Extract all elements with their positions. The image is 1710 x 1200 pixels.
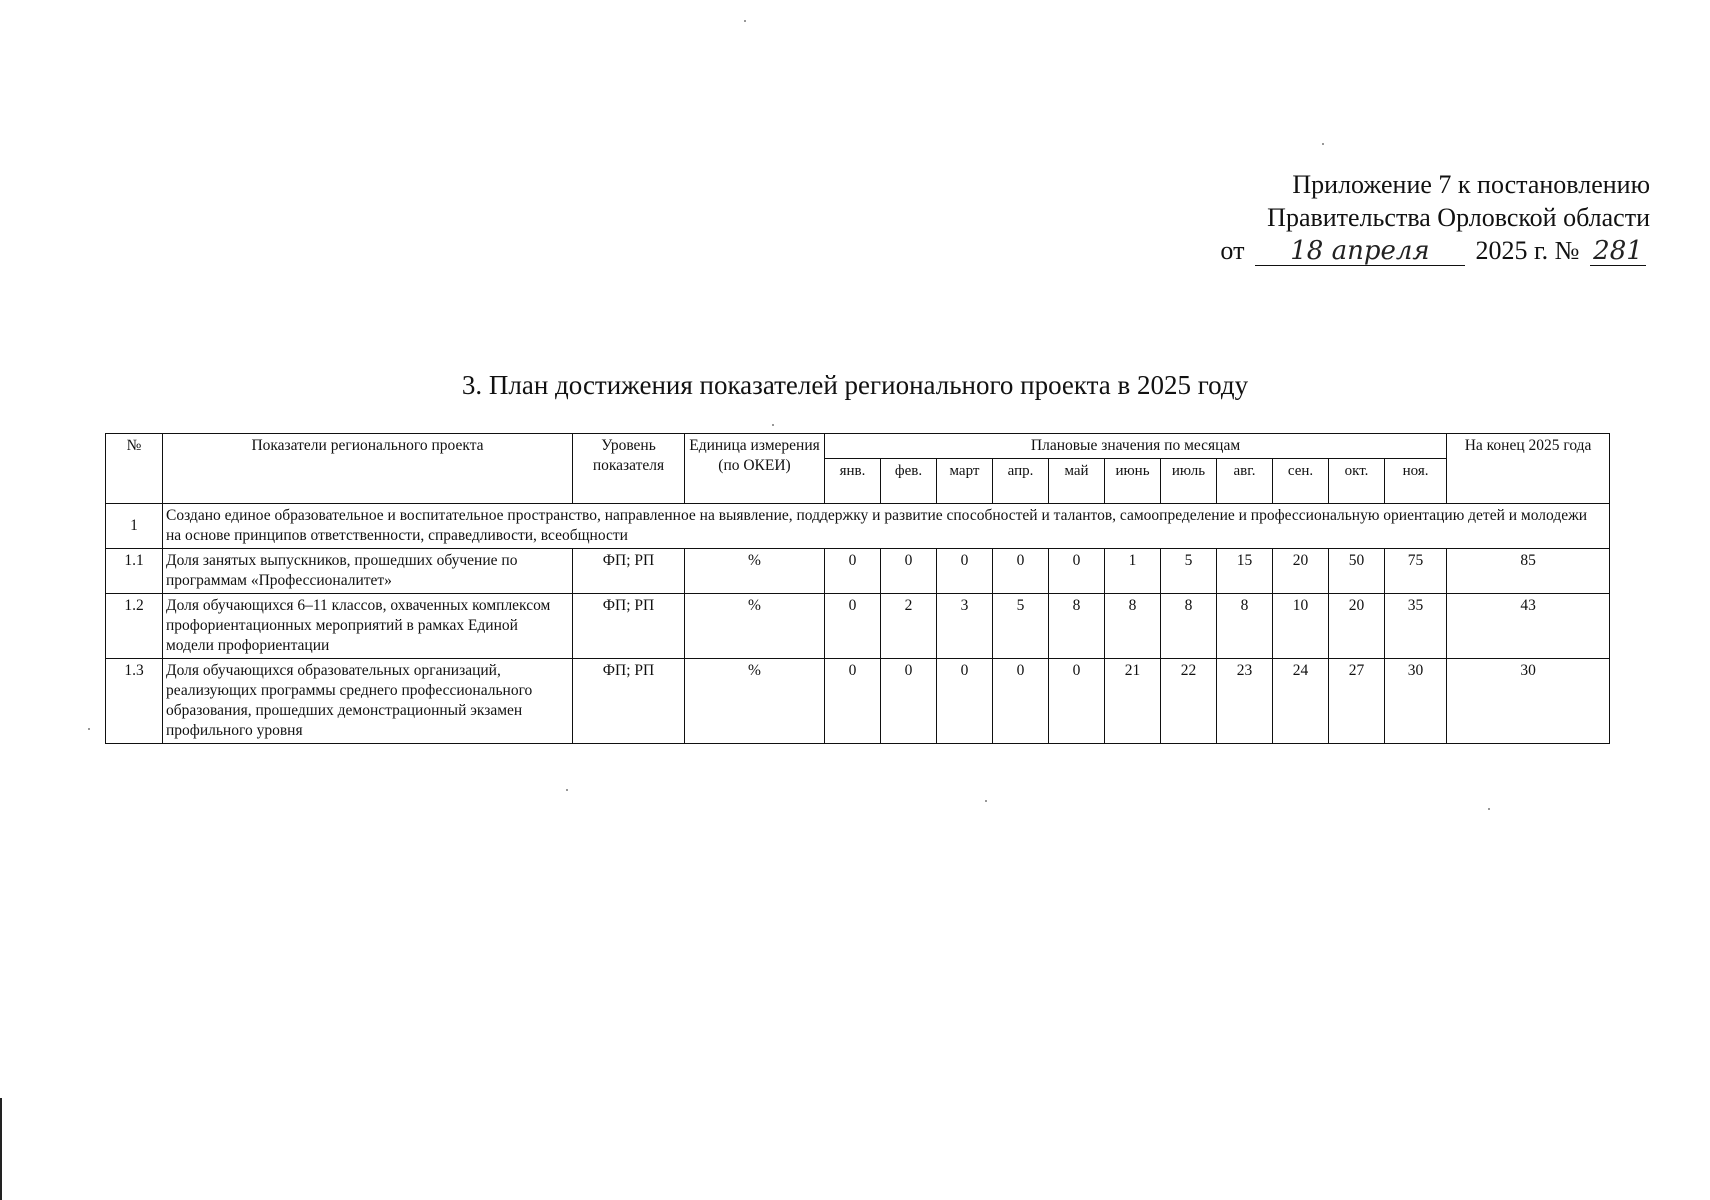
scan-speck <box>88 728 90 730</box>
row-month-value: 8 <box>1217 594 1273 659</box>
month-header: июнь <box>1105 459 1161 504</box>
month-header: окт. <box>1329 459 1385 504</box>
scan-edge-mark <box>0 1098 2 1200</box>
row-month-value: 0 <box>825 594 881 659</box>
row-month-value: 20 <box>1273 549 1329 594</box>
plan-table <box>105 433 1610 744</box>
row-month-value: 21 <box>1105 659 1161 744</box>
row-month-value: 5 <box>1161 549 1217 594</box>
row-month-value: 0 <box>881 549 937 594</box>
row-month-value: 75 <box>1385 549 1447 594</box>
col-monthly-header: Плановые значения по месяцам <box>825 434 1447 459</box>
month-header: март <box>937 459 993 504</box>
row-num: 1.3 <box>106 659 163 744</box>
row-month-value: 22 <box>1161 659 1217 744</box>
row-month-value: 2 <box>881 594 937 659</box>
month-header: ноя. <box>1385 459 1447 504</box>
month-header: сен. <box>1273 459 1329 504</box>
row-unit: % <box>685 549 825 594</box>
table-body <box>106 504 1610 744</box>
row-num: 1.1 <box>106 549 163 594</box>
row-num: 1.2 <box>106 594 163 659</box>
handwritten-number: 281 <box>1590 237 1646 266</box>
row-month-value: 8 <box>1105 594 1161 659</box>
scan-speck <box>1488 808 1490 810</box>
table-row <box>106 594 1610 659</box>
month-header: июль <box>1161 459 1217 504</box>
row-level: ФП; РП <box>573 549 685 594</box>
year-number-label: 2025 г. № <box>1475 236 1580 265</box>
goal-num: 1 <box>106 504 163 549</box>
month-header: май <box>1049 459 1105 504</box>
from-label: от <box>1220 236 1245 265</box>
row-month-value: 5 <box>993 594 1049 659</box>
row-month-value: 0 <box>1049 659 1105 744</box>
row-month-value: 8 <box>1161 594 1217 659</box>
row-month-value: 30 <box>1385 659 1447 744</box>
col-end-header: На конец 2025 года <box>1447 434 1610 504</box>
row-month-value: 23 <box>1217 659 1273 744</box>
row-month-value: 0 <box>937 659 993 744</box>
row-indicator: Доля обучающихся 6–11 классов, охваченных комплексом профориентационных мероприятий в рамках Единой модели профориентации <box>163 594 573 659</box>
row-month-value: 50 <box>1329 549 1385 594</box>
row-level: ФП; РП <box>573 659 685 744</box>
col-unit-header: Единица измерения (по ОКЕИ) <box>685 434 825 504</box>
row-month-value: 0 <box>937 549 993 594</box>
row-month-value: 24 <box>1273 659 1329 744</box>
row-end-value: 43 <box>1447 594 1610 659</box>
row-level: ФП; РП <box>573 594 685 659</box>
month-header: авг. <box>1217 459 1273 504</box>
document-title: 3. План достижения показателей регионального проекта в 2025 году <box>461 370 1249 400</box>
row-month-value: 0 <box>993 659 1049 744</box>
col-indicator-header: Показатели регионального проекта <box>163 434 573 504</box>
col-level-header: Уровень показателя <box>573 434 685 504</box>
row-month-value: 1 <box>1105 549 1161 594</box>
row-month-value: 0 <box>825 659 881 744</box>
table-row <box>106 549 1610 594</box>
goal-row <box>106 504 1610 549</box>
month-header: янв. <box>825 459 881 504</box>
row-end-value: 30 <box>1447 659 1610 744</box>
appendix-line-2: Правительства Орловской области <box>1267 203 1650 232</box>
row-indicator: Доля занятых выпускников, прошедших обучение по программам «Профессионалитет» <box>163 549 573 594</box>
goal-text: Создано единое образовательное и воспитательное пространство, направленное на выявление, поддержку и развитие способностей и талантов, самоопределение и профессиональную ориентацию детей и молодежи на основе принципов ответственности, справедливости, всеобщности <box>163 504 1610 549</box>
scan-speck <box>985 800 987 802</box>
appendix-line-3 <box>1090 234 1650 267</box>
scan-speck <box>744 20 746 22</box>
header-row-1 <box>106 434 1610 459</box>
appendix-header <box>1090 168 1650 267</box>
row-unit: % <box>685 594 825 659</box>
row-month-value: 35 <box>1385 594 1447 659</box>
row-month-value: 0 <box>993 549 1049 594</box>
row-month-value: 0 <box>825 549 881 594</box>
table-row <box>106 659 1610 744</box>
row-indicator: Доля обучающихся образовательных организаций, реализующих программы среднего профессионального образования, прошедших демонстрационный экзамен профильного уровня <box>163 659 573 744</box>
handwritten-date: 18 апреля <box>1255 237 1465 266</box>
scan-speck <box>772 424 774 426</box>
row-unit: % <box>685 659 825 744</box>
row-month-value: 10 <box>1273 594 1329 659</box>
row-month-value: 0 <box>881 659 937 744</box>
row-month-value: 0 <box>1049 549 1105 594</box>
month-header: апр. <box>993 459 1049 504</box>
scan-speck <box>566 789 568 791</box>
appendix-line-1: Приложение 7 к постановлению <box>1292 170 1650 199</box>
scan-speck <box>1322 143 1324 145</box>
row-end-value: 85 <box>1447 549 1610 594</box>
month-header: фев. <box>881 459 937 504</box>
row-month-value: 27 <box>1329 659 1385 744</box>
row-month-value: 20 <box>1329 594 1385 659</box>
row-month-value: 3 <box>937 594 993 659</box>
row-month-value: 15 <box>1217 549 1273 594</box>
row-month-value: 8 <box>1049 594 1105 659</box>
col-num-header: № <box>106 434 163 504</box>
